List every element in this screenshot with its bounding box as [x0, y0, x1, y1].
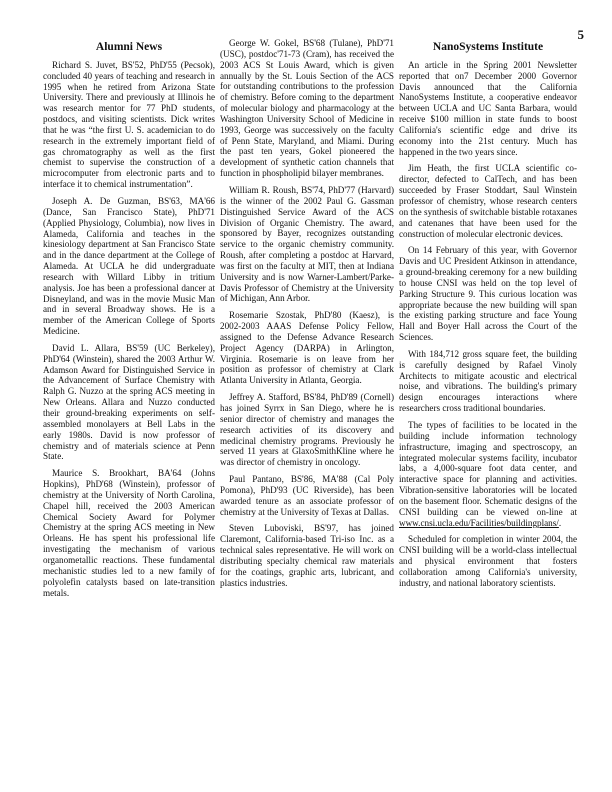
alumni-news-heading: Alumni News	[95, 41, 163, 53]
alumni-entry-roush: William R. Roush, BS'74, PhD'77 (Harvard) is the winner of the 2002 Paul G. Gassman Distinguished Service Award of the ACS Division of Organic Chemistry. The award, sponsored by Bayer, recognizes outstanding service to the organic chemistry community. Roush, after completing a postdoc at Harvard, was first on the faculty at MIT, then at Indiana University and is now Warner-Lambert/Parke-Davis Professor of Chemistry at the University of Michigan, Ann Arbor.	[220, 184, 394, 304]
nanosystems-heading: NanoSystems Institute	[432, 41, 544, 53]
nano-paragraph-facilities	[399, 420, 577, 528]
building-plans-link[interactable]: www.cnsi.ucla.edu/Facilities/buildingplans/	[399, 517, 559, 528]
alumni-entry-de-guzman: Joseph A. De Guzman, BS'63, MA'66 (Dance, San Francisco State), PhD'71 (Applied Physiology, Columbia), now lives in Alameda, California and teaches in the kinesiology department at San Francisco State and in the dance department at the College of Alameda. At UCLA he did undergraduate research with Willard Libby in tritium analysis. Joe has been a professional dancer at Disneyland, and was in the movie Music Man and in several Broadway shows. He is a member of the American College of Sports Medicine.	[43, 195, 215, 337]
nano-paragraph-heath: Jim Heath, the first UCLA scientific co-director, defected to CalTech, and has been succeeded by Fraser Stoddart, Saul Winstein professor of chemistry, whose research centers on the synthesis of switchable bistable rotaxanes and catenanes that have been used for the construction of molecular electronic devices.	[399, 163, 577, 239]
column-1	[43, 38, 215, 604]
column-3	[399, 38, 577, 595]
alumni-entry-pantano: Paul Pantano, BS'86, MA'88 (Cal Poly Pomona), PhD'93 (UC Riverside), has been awarded tenure as an associate professor of chemistry at the University of Texas at Dallas.	[220, 474, 394, 517]
alumni-entry-szostak: Rosemarie Szostak, PhD'80 (Kaesz), is 2002-2003 AAAS Defense Policy Fellow, assigned to the Defense Advance Research Project Agency (DARPA) in Arlington, Virginia. Rosemarie is on leave from her position as professor of chemistry at Clark Atlanta University in Atlanta, Georgia.	[220, 310, 394, 386]
page-number: 5	[577, 27, 584, 42]
facilities-text-end: .	[558, 517, 562, 528]
alumni-entry-brookhart: Maurice S. Brookhart, BA'64 (Johns Hopkins), PhD'68 (Winstein), professor of chemistry at the University of North Carolina, Chapel hill, received the 2003 American Chemical Society Award for Polymer Chemistry at the spring ACS meeting in New Orleans. He has spent his professional life investigating the mechanism of various organometallic reactions. These fundamental mechanistic studies led to a new family of polyolefin catalysts based on late-transition metals.	[43, 468, 215, 598]
nano-paragraph-closing: Scheduled for completion in winter 2004, the CNSI building will be a world-class intellectual and physical environment that fosters collaboration among California's university, industry, and national laboratory scientists.	[399, 534, 577, 588]
alumni-entry-luboviski: Steven Luboviski, BS'97, has joined Claremont, California-based Tri-iso Inc. as a technical sales representative. He will work on distributing specialty chemical raw materials for the coatings, graphic arts, lubricant, and plastics industries.	[220, 523, 394, 588]
facilities-text-start: The types of facilities to be located in the building include information technology infrastructure, imaging and spectroscopy, an integrated molecular systems facility, incubator labs, a 4,000-square foot data center, and interactive space for planning and activities. Vibration-sensitive laboratories will be located on the basement floor. Schematic designs of the CNSI building can be viewed on-line at	[399, 420, 577, 517]
alumni-entry-juvet: Richard S. Juvet, BS'52, PhD'55 (Pecsok), concluded 40 years of teaching and research in 1995 when he retired from Arizona State University. There and previously at Illinois he was research mentor for 77 PhD students, postdocs, and visiting scientists. Dick writes that he was “the first U. S. academician to do research in the extremely important field of gas chromatography as well as the first chemist to supervise the construction of a microcomputer from electronic parts and to interface it to chemical instrumentation”.	[43, 59, 215, 190]
nano-paragraph-building: With 184,712 gross square feet, the building is carefully designed by Rafael Vinoly Architects to mitigate acoustic and electrical noise, and vibrations. The building's primary design encourages interactions where researchers cross traditional boundaries.	[399, 348, 577, 414]
nano-paragraph-newsletter: An article in the Spring 2001 Newsletter reported that on7 December 2000 Governor Davis announced that the California NanoSystems Institute, a cooperative endeavor between UCLA and UC Santa Barbara, would receive $100 million in state funds to boost California's scientific edge and drive its economy into the 21st century. Much has happened in the two years since.	[399, 59, 577, 157]
alumni-entry-gokel: George W. Gokel, BS'68 (Tulane), PhD'71 (USC), postdoc'71-73 (Cram), has received the 2003 ACS St Louis Award, which is given annually by the St. Louis Section of the ACS for outstanding contributions to the profession of chemistry. Before coming to the department of molecular biology and pharmacology at the Washington University School of Medicine in 1993, George was successively on the faculty of Penn State, Maryland, and Miami. During the past ten years, Gokel pioneered the development of synthetic cation channels that function in phospholipid bilayer membranes.	[220, 38, 394, 179]
column-2	[220, 38, 394, 595]
alumni-entry-stafford: Jeffrey A. Stafford, BS'84, PhD'89 (Cornell) has joined Syrrx in San Diego, where he is senior director of chemistry and manages the research activities of its discovery and medicinal chemistry programs. Previously he served 11 years at GlaxoSmithKline where he was director of chemistry in oncology.	[220, 392, 394, 468]
nano-paragraph-groundbreaking: On 14 February of this year, with Governor Davis and UC President Atkinson in attendance, a ground-breaking ceremony for a new building to house CNSI was held on the top level of Parking Structure 9. This curious location was appropriate because the new building will span the existing parking structure and face Young Hall and Boyer Hall across the Court of the Sciences.	[399, 245, 577, 343]
alumni-entry-allara: David L. Allara, BS'59 (UC Berkeley), PhD'64 (Winstein), shared the 2003 Arthur W. Adamson Award for Distinguished Service in the Advancement of Surface Chemistry with Ralph G. Nuzzo at the spring ACS meeting in New Orleans. Allara and Nuzzo conducted their ground-breaking experiments on self-assembled monolayers at Bell Labs in the early 1980s. David is now professor of chemistry and of materials science at Penn State.	[43, 342, 215, 462]
